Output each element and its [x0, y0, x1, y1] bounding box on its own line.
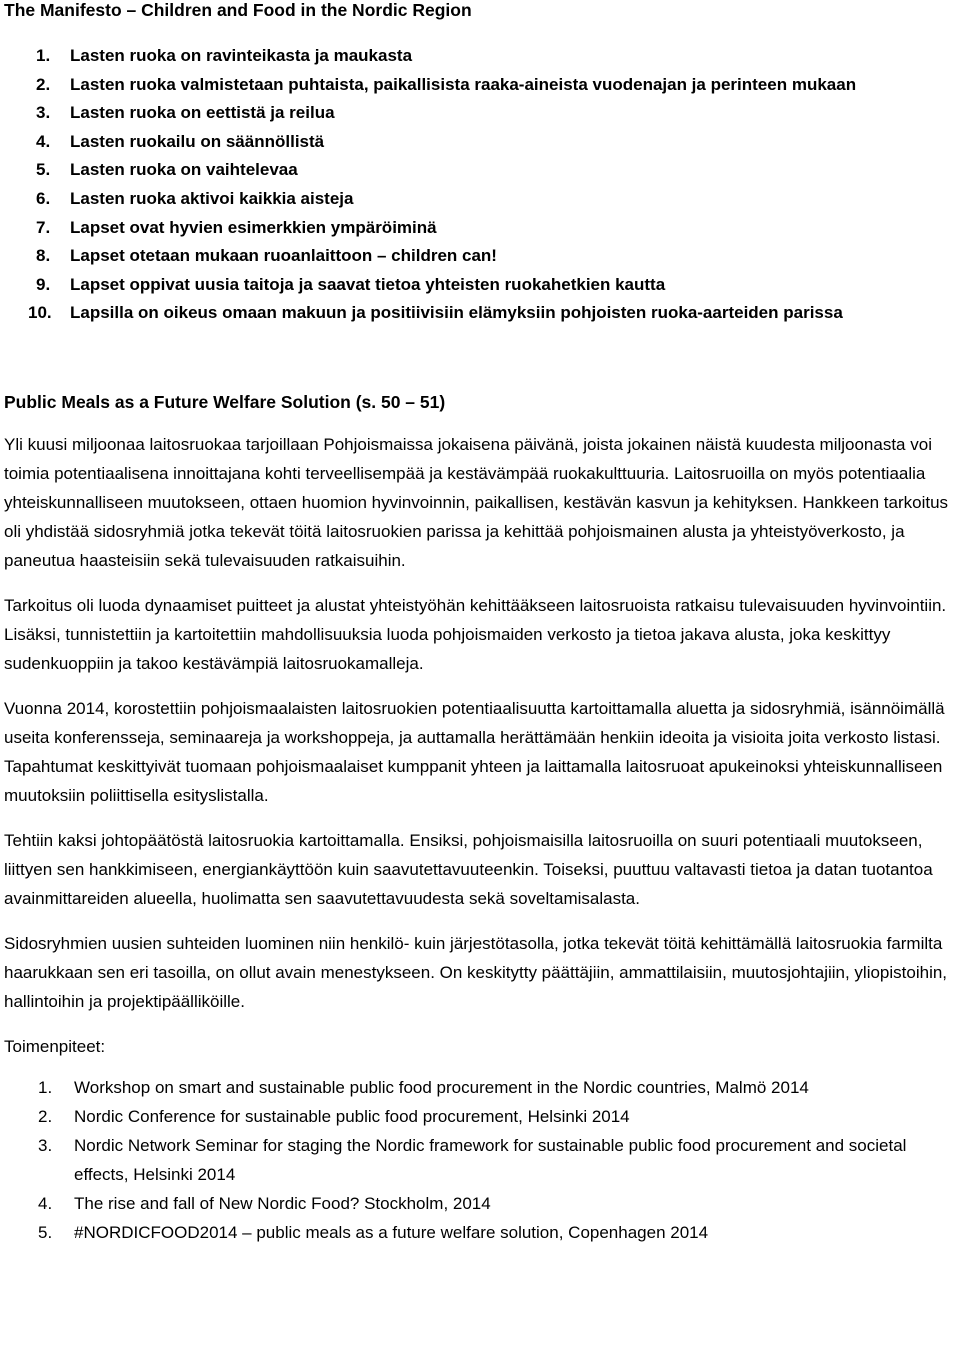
- list-item-text: Nordic Network Seminar for staging the Nordic framework for sustainable public food procurement and societal effects, Helsinki 2014: [74, 1135, 907, 1184]
- list-item-number: 7.: [36, 217, 51, 237]
- list-item-text: Lasten ruoka on eettistä ja reilua: [70, 103, 335, 123]
- list-item-text: Lapset ovat hyvien esimerkkien ympäröiminä: [70, 217, 437, 237]
- list-item: [4, 271, 952, 300]
- list-item: [4, 1102, 952, 1131]
- list-item-text: Lasten ruoka on ravinteikasta ja maukasta: [70, 46, 413, 65]
- list-item-number: 2.: [36, 74, 51, 94]
- list-item-number: 4.: [38, 1193, 53, 1213]
- list-item: [4, 299, 952, 328]
- list-item: [4, 185, 952, 214]
- list-item-text: Workshop on smart and sustainable public food procurement in the Nordic countries, Malmö 2014: [74, 1077, 809, 1097]
- list-item-number: 9.: [36, 274, 51, 294]
- list-item: [4, 99, 952, 128]
- list-item-number: 2.: [38, 1106, 53, 1126]
- list-item-text: Nordic Conference for sustainable public food procurement, Helsinki 2014: [74, 1106, 630, 1126]
- list-item: [4, 156, 952, 185]
- list-item-text: Lapset oppivat uusia taitoja ja saavat tietoa yhteisten ruokahetkien kautta: [70, 274, 666, 294]
- section-heading: Public Meals as a Future Welfare Solution (s. 50 – 51): [4, 391, 446, 412]
- list-item-text: #NORDICFOOD2014 – public meals as a future welfare solution, Copenhagen 2014: [74, 1222, 709, 1242]
- list-item-text: Lapsilla on oikeus omaan makuun ja positiivisiin elämyksiin pohjoisten ruoka-aarteiden parissa: [70, 303, 843, 323]
- body-paragraph: Sidosryhmien uusien suhteiden luominen niin henkilö- kuin järjestötasolla, jotka tekevät töitä kehittämällä laitosruokia farmilta haarukkaan sen eri tasoilla, on ollut avain menestykseen. On keskitytty päättäjiin, ammattilaisiin, muutosjohtajiin, yliopistoihin, hallintoihin ja projektipäälliköille.: [4, 933, 948, 1011]
- list-item: [4, 71, 952, 100]
- list-item: [4, 214, 952, 243]
- list-item: [4, 42, 952, 71]
- list-item: [4, 1218, 952, 1247]
- list-item-number: 4.: [36, 131, 51, 151]
- list-item-text: Lasten ruokailu on säännöllistä: [70, 131, 325, 151]
- list-item: [4, 128, 952, 157]
- list-item-number: 8.: [36, 246, 51, 266]
- body-paragraph: Tarkoitus oli luoda dynaamiset puitteet ja alustat yhteistyöhän kehittääkseen laitosruoista ratkaisu tulevaisuuden hyvinvointiin. Lisäksi, tunnistettiin ja kartoitettiin mahdollisuuksia luoda pohjoismaiden verkosto ja tietoa jakava alusta, joka keskittyy sudenkuoppiin ja takoo kestävämpiä laitosruokamalleja.: [4, 595, 947, 673]
- list-item-text: Lasten ruoka on vaihtelevaa: [70, 160, 298, 180]
- list-item-number: 1.: [38, 1077, 53, 1097]
- list-item: [4, 1073, 952, 1102]
- list-item: [4, 242, 952, 271]
- list-item-number: 3.: [38, 1135, 53, 1155]
- list-item: [4, 1131, 952, 1189]
- body-paragraph: Yli kuusi miljoonaa laitosruokaa tarjoillaan Pohjoismaissa jokaisena päivänä, joista jokainen näistä kuudesta miljoonasta voi toimia potentiaalisena innoittajana kohti terveellisempää ja kestävämpää ruokakulttuuria. Laitosruoilla on myös potentiaalia yhteiskunnalliseen muutokseen, ottaen huomion hyvinvoinnin, paikallisen, kestävän kasvun ja kehityksen. Hankkeen tarkoitus oli yhdistää sidosryhmiä jotka tekevät töitä laitosruokien parissa ja kehittää pohjoismainen alusta ja yhteistyöverkosto, ja paneutua haasteisiin sekä tulevaisuuden ratkaisuihin.: [4, 434, 949, 570]
- list-item-number: 6.: [36, 188, 51, 208]
- list-item-number: 1.: [36, 46, 51, 65]
- list-item-number: 3.: [36, 103, 51, 123]
- list-item-number: 5.: [36, 160, 51, 180]
- body-paragraph: Tehtiin kaksi johtopäätöstä laitosruokia kartoittamalla. Ensiksi, pohjoismaisilla laitosruoilla on suuri potentiaali muutokseen, liittyen sen hankkimiseen, energiankäyttöön kuin saavutettavuuteenkin. Toiseksi, puuttuu valtavasti tietoa ja datan tuotantoa avainmittareiden alueella, huolimatta sen saavutettavuudesta sekä soveltamisalasta.: [4, 830, 933, 908]
- document-title: The Manifesto – Children and Food in the Nordic Region: [4, 0, 472, 20]
- list-item-text: Lapset otetaan mukaan ruoanlaittoon – children can!: [70, 246, 497, 266]
- actions-label: Toimenpiteet:: [4, 1036, 106, 1056]
- list-item-number: 5.: [38, 1222, 53, 1242]
- list-item-text: The rise and fall of New Nordic Food? Stockholm, 2014: [74, 1193, 491, 1213]
- list-item: [4, 1189, 952, 1218]
- actions-list: [4, 1073, 952, 1247]
- list-item-text: Lasten ruoka valmistetaan puhtaista, paikallisista raaka-aineista vuodenajan ja perinteen mukaan: [70, 74, 857, 94]
- list-item-number: 10.: [28, 303, 52, 323]
- body-paragraph: Vuonna 2014, korostettiin pohjoismaalaisten laitosruokien potentiaalisuutta kartoittamalla aluetta ja sidosryhmiä, isännöimällä useita konferensseja, seminaareja ja workshoppeja, ja auttamalla herättämään henkiin ideoita ja visioita joita verkosto listasi. Tapahtumat keskittyivät tuomaan pohjoismaalaiset kumppanit yhteen ja laittamalla laitosruoat apukeinoksi yhteiskunnalliseen muutoksiin poliittisella esityslistalla.: [4, 698, 945, 805]
- list-item-text: Lasten ruoka aktivoi kaikkia aisteja: [70, 188, 354, 208]
- manifesto-list: [4, 42, 952, 328]
